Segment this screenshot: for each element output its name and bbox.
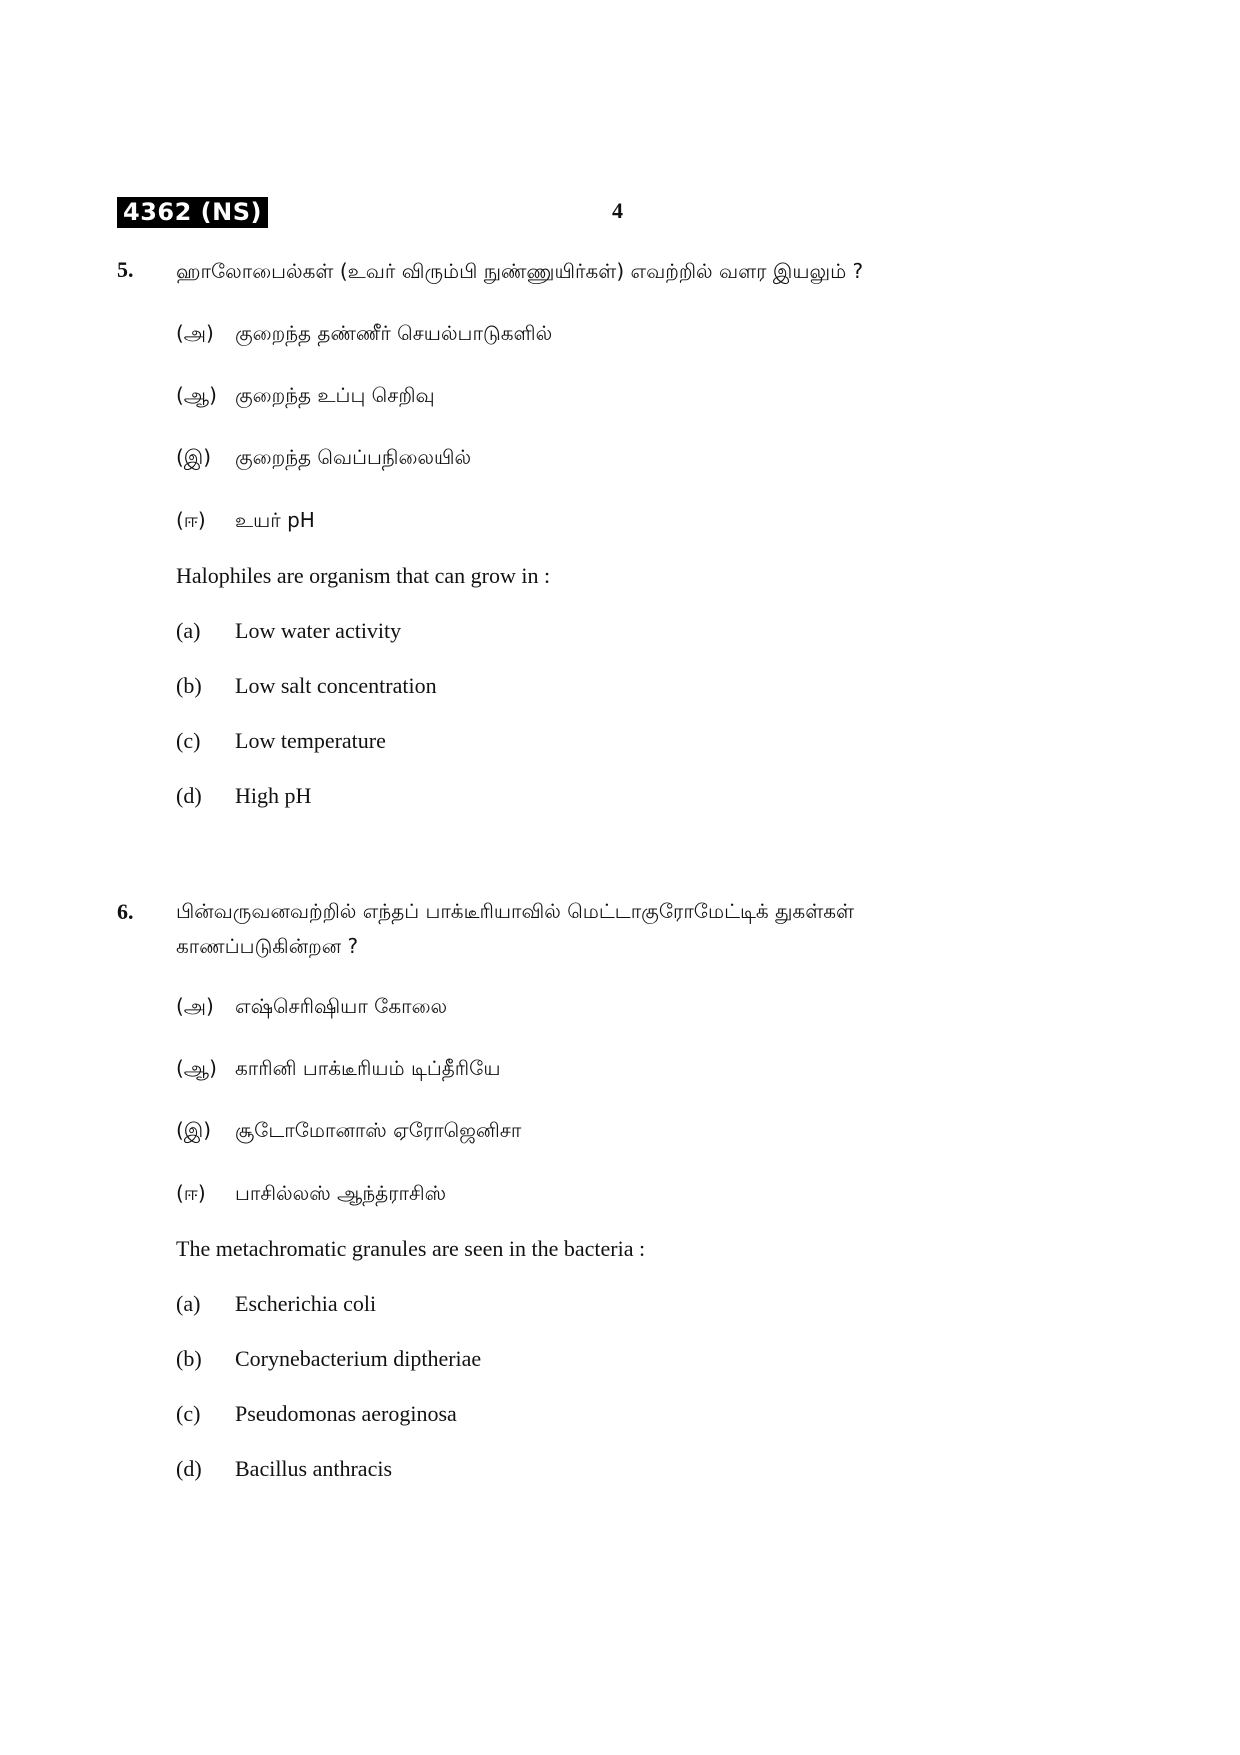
q5-english-option-a: Low water activity <box>235 618 402 643</box>
q6-english-option-b: Corynebacterium diptheriae <box>235 1346 482 1371</box>
q5-english-option-c: Low temperature <box>235 728 386 753</box>
q6-tamil-option-label-d: (ஈ) <box>176 1181 206 1205</box>
q5-english-option-d: High pH <box>235 783 312 808</box>
q6-tamil-option-b: காரினி பாக்டீரியம் டிப்தீரியே <box>235 1056 501 1080</box>
q5-english-option-label-d: (d) <box>176 783 202 808</box>
q5-english-option-b: Low salt concentration <box>235 673 437 698</box>
q5-tamil-option-label-a: (அ) <box>176 321 214 345</box>
q5-english-option-label-b: (b) <box>176 673 202 698</box>
q5-tamil-option-c: குறைந்த வெப்பநிலையில் <box>235 445 472 469</box>
q6-english-option-a: Escherichia coli <box>235 1291 377 1316</box>
q6-tamil-option-c: சூடோமோனாஸ் ஏரோஜெனிசா <box>235 1118 522 1142</box>
q5-english-option-label-c: (c) <box>176 728 201 753</box>
q6-english-option-c: Pseudomonas aeroginosa <box>235 1401 457 1426</box>
q5-tamil-option-b: குறைந்த உப்பு செறிவு <box>235 383 435 407</box>
question-number-6: 6. <box>117 899 134 924</box>
q6-english-option-label-d: (d) <box>176 1456 202 1481</box>
q6-tamil-option-label-b: (ஆ) <box>176 1056 217 1080</box>
q5-tamil-option-label-d: (ஈ) <box>176 508 206 532</box>
q5-tamil-option-label-c: (இ) <box>176 445 212 469</box>
q5-english-option-label-a: (a) <box>176 618 201 643</box>
question-6-english-stem: The metachromatic granules are seen in the bacteria : <box>176 1236 646 1261</box>
q6-tamil-option-label-a: (அ) <box>176 994 214 1018</box>
q6-english-option-label-a: (a) <box>176 1291 201 1316</box>
question-5-tamil-stem: ஹாலோபைல்கள் (உவர் விரும்பி நுண்ணுயிர்கள்) எவற்றில் வளர இயலும் ? <box>176 259 864 283</box>
q6-tamil-option-d: பாசில்லஸ் ஆந்த்ராசிஸ் <box>235 1181 447 1205</box>
q5-tamil-option-a: குறைந்த தண்ணீர் செயல்பாடுகளில் <box>235 321 553 345</box>
question-number-5: 5. <box>117 257 134 282</box>
q6-english-option-d: Bacillus anthracis <box>235 1456 393 1481</box>
page-number: 4 <box>612 198 623 223</box>
question-6-tamil-stem-line-1: பின்வருவனவற்றில் எந்தப் பாக்டீரியாவில் மெட்டாகுரோமேட்டிக் துகள்கள் <box>176 899 855 923</box>
q6-english-option-label-c: (c) <box>176 1401 201 1426</box>
q6-tamil-option-a: எஷ்செரிஷியா கோலை <box>235 994 448 1018</box>
question-6-tamil-stem-line-2: காணப்படுகின்றன ? <box>176 934 359 958</box>
paper-code-badge: 4362 (NS) <box>117 197 268 228</box>
q6-english-option-label-b: (b) <box>176 1346 202 1371</box>
question-5-english-stem: Halophiles are organism that can grow in : <box>176 563 551 588</box>
q6-tamil-option-label-c: (இ) <box>176 1118 212 1142</box>
q5-tamil-option-d: உயர் pH <box>235 508 315 532</box>
q5-tamil-option-label-b: (ஆ) <box>176 383 217 407</box>
